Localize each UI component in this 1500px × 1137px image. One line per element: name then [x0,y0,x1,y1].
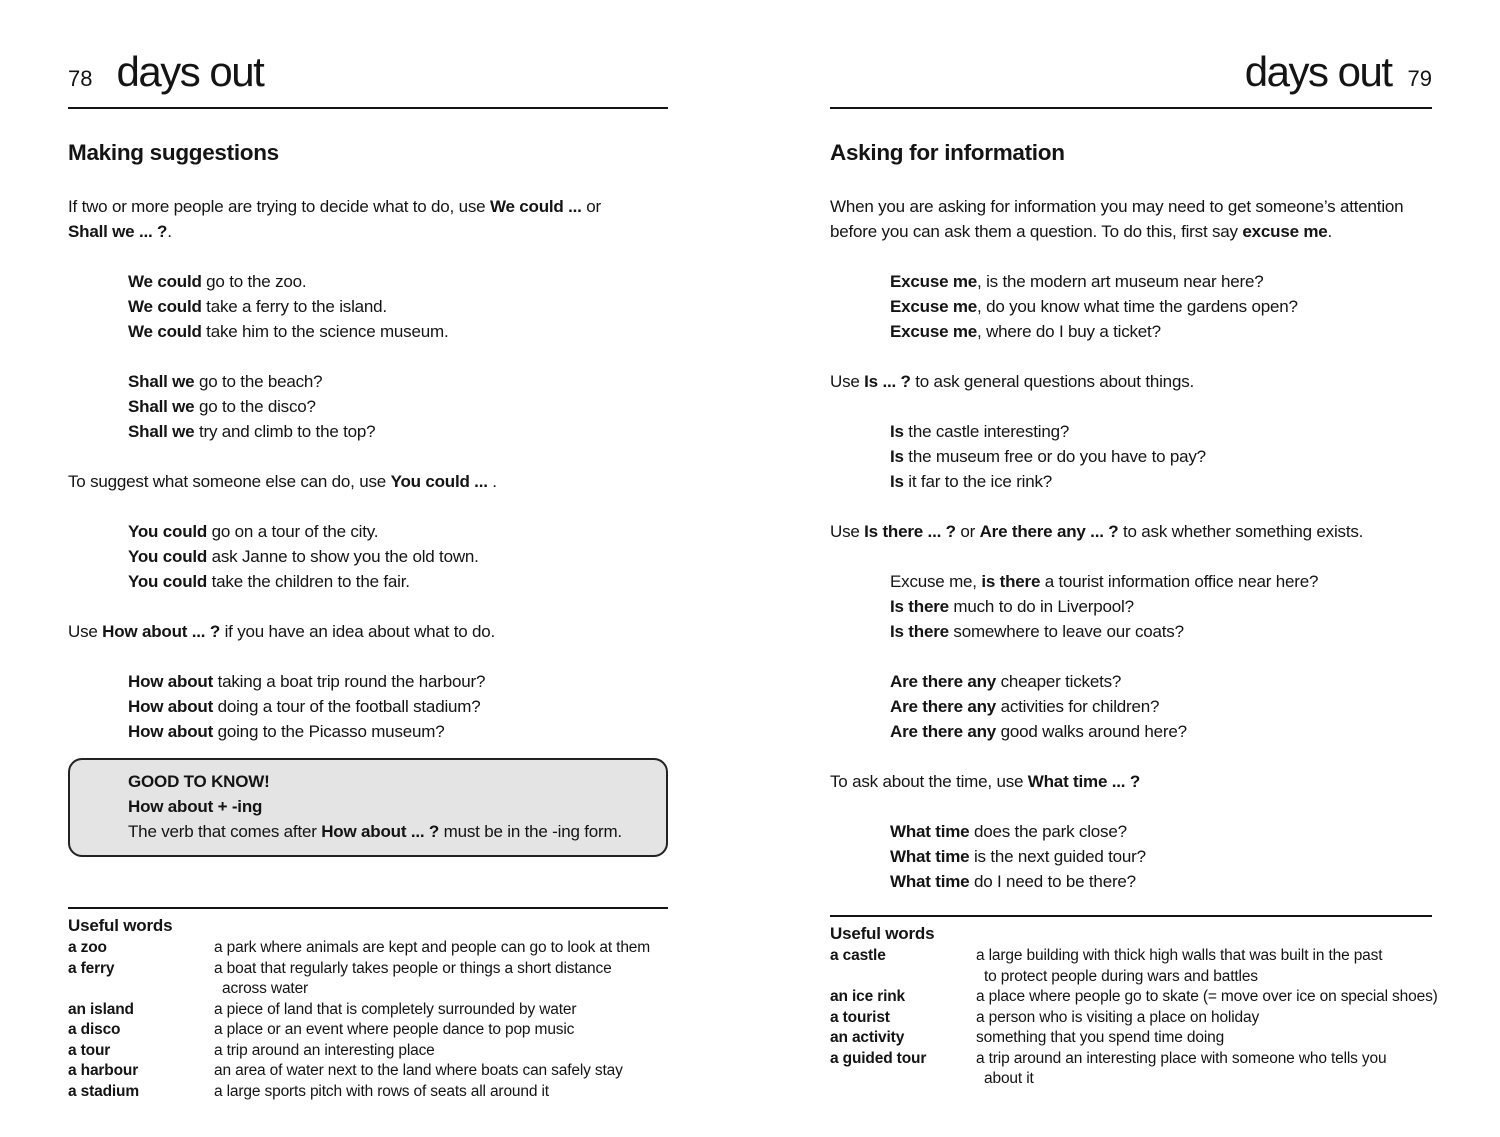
paragraph-line: To ask about the time, use What time ... ? [830,772,1141,791]
word-row [68,1061,668,1082]
paragraph-line: Shall we ... ?. [68,222,172,241]
example-group [128,369,668,444]
paragraph [68,619,668,644]
page-header-left [68,50,668,109]
section-heading: Making suggestions [68,140,279,165]
word-row [830,987,1438,1008]
example-group [128,669,668,744]
paragraph [830,519,1432,544]
paragraph-line: When you are asking for information you may need to get someone’s attention [830,197,1404,216]
word-term: a tour [68,1041,111,1059]
useful-words-section [830,915,1438,1090]
example-group [890,819,1432,894]
word-definition: a piece of land that is completely surrounded by water [214,1000,577,1018]
section-heading: Asking for information [830,140,1065,165]
word-definition: a trip around an interesting place [214,1041,435,1059]
useful-words-heading: Useful words [830,924,935,943]
good-to-know-box [68,758,668,857]
example-group [890,269,1432,344]
example-line: What time does the park close? [890,822,1127,841]
example-group [890,419,1432,494]
example-line: We could take a ferry to the island. [128,297,387,316]
useful-words-heading: Useful words [68,916,173,935]
example-line: Shall we go to the disco? [128,397,316,416]
word-definition: a place where people go to skate (= move over ice on special shoes) [976,988,1438,1005]
good-to-know-title: GOOD TO KNOW! [128,772,270,791]
example-line: Excuse me, do you know what time the gardens open? [890,297,1298,316]
example-line: You could ask Janne to show you the old town. [128,547,479,566]
example-line: Is the museum free or do you have to pay? [890,447,1206,466]
example-line: Are there any activities for children? [890,697,1160,716]
word-row [830,1028,1432,1049]
useful-words-list [830,946,1438,1090]
word-definition: something that you spend time doing [976,1029,1225,1046]
example-line: You could take the children to the fair. [128,572,410,591]
word-term: a stadium [68,1082,140,1100]
example-line: How about going to the Picasso museum? [128,722,445,741]
paragraph-line: If two or more people are trying to decide what to do, use We could ... or [68,197,601,216]
word-row [68,1041,668,1062]
word-definition: a place or an event where people dance to pop music [214,1021,575,1038]
paragraph-line: before you can ask them a question. To do this, first say excuse me. [830,222,1333,241]
page-header-right [830,50,1432,109]
paragraph-line: Use Is there ... ? or Are there any ... ? to ask whether something exists. [830,522,1364,541]
page-left [68,0,668,1102]
word-row [68,959,668,1000]
example-group [890,569,1432,644]
example-line: Is the castle interesting? [890,422,1070,441]
paragraph-line: Use Is ... ? to ask general questions about things. [830,372,1195,391]
word-row [68,1020,668,1041]
word-term: an island [68,1000,134,1018]
good-to-know-body: The verb that comes after How about ... ? must be in the -ing form. [128,822,622,841]
example-line: Excuse me, where do I buy a ticket? [890,322,1161,341]
example-line: What time is the next guided tour? [890,847,1146,866]
word-row [830,1049,1432,1090]
word-row [68,1082,668,1103]
word-row [830,1008,1432,1029]
word-term: a castle [830,947,886,964]
good-to-know-subtitle: How about + -ing [128,797,263,816]
example-group [890,669,1432,744]
word-row [68,1000,668,1021]
word-term: a disco [68,1021,121,1038]
example-line: You could go on a tour of the city. [128,522,379,541]
word-definition: a large building with thick high walls that was built in the past to protect people during wars and battles [976,947,1383,985]
page-right [830,0,1438,1090]
word-row [830,946,1432,987]
useful-words-list [68,938,668,1102]
word-definition: a large sports pitch with rows of seats all around it [214,1082,549,1100]
example-line: Are there any good walks around here? [890,722,1187,741]
example-line: Shall we try and climb to the top? [128,422,376,441]
example-line: Are there any cheaper tickets? [890,672,1122,691]
example-line: Is it far to the ice rink? [890,472,1053,491]
word-term: a guided tour [830,1049,927,1067]
word-term: an ice rink [830,988,906,1005]
example-line: Shall we go to the beach? [128,372,323,391]
word-definition: a trip around an interesting place with someone who tells you about it [976,1049,1387,1087]
paragraph [830,369,1432,394]
example-group [128,269,668,344]
example-line: Excuse me, is there a tourist information office near here? [890,572,1319,591]
example-line: We could take him to the science museum. [128,322,449,341]
word-term: a harbour [68,1062,139,1079]
word-term: a zoo [68,939,107,956]
word-definition: a boat that regularly takes people or things a short distance across water [214,959,612,997]
paragraph [68,194,668,244]
word-definition: an area of water next to the land where boats can safely stay [214,1062,623,1079]
example-line: Is there much to do in Liverpool? [890,597,1134,616]
paragraph [830,194,1432,244]
example-line: Is there somewhere to leave our coats? [890,622,1184,641]
paragraph-line: Use How about ... ? if you have an idea about what to do. [68,622,496,641]
paragraph [830,769,1432,794]
example-group [128,519,668,594]
page-title: days out [116,48,264,95]
word-definition: a park where animals are kept and people can go to look at them [214,939,651,956]
example-line: How about taking a boat trip round the harbour? [128,672,486,691]
example-line: We could go to the zoo. [128,272,307,291]
example-line: Excuse me, is the modern art museum near here? [890,272,1264,291]
word-term: a ferry [68,959,115,977]
page-number: 79 [1407,66,1432,91]
page-number: 78 [68,66,93,91]
word-row [68,938,668,959]
useful-words-section [68,907,668,1102]
example-line: What time do I need to be there? [890,872,1136,891]
word-definition: a person who is visiting a place on holiday [976,1008,1260,1026]
example-line: How about doing a tour of the football stadium? [128,697,481,716]
paragraph-line: To suggest what someone else can do, use You could ... . [68,472,497,491]
paragraph [68,469,668,494]
page-title: days out [1244,48,1392,95]
word-term: an activity [830,1029,905,1046]
word-term: a tourist [830,1008,890,1026]
